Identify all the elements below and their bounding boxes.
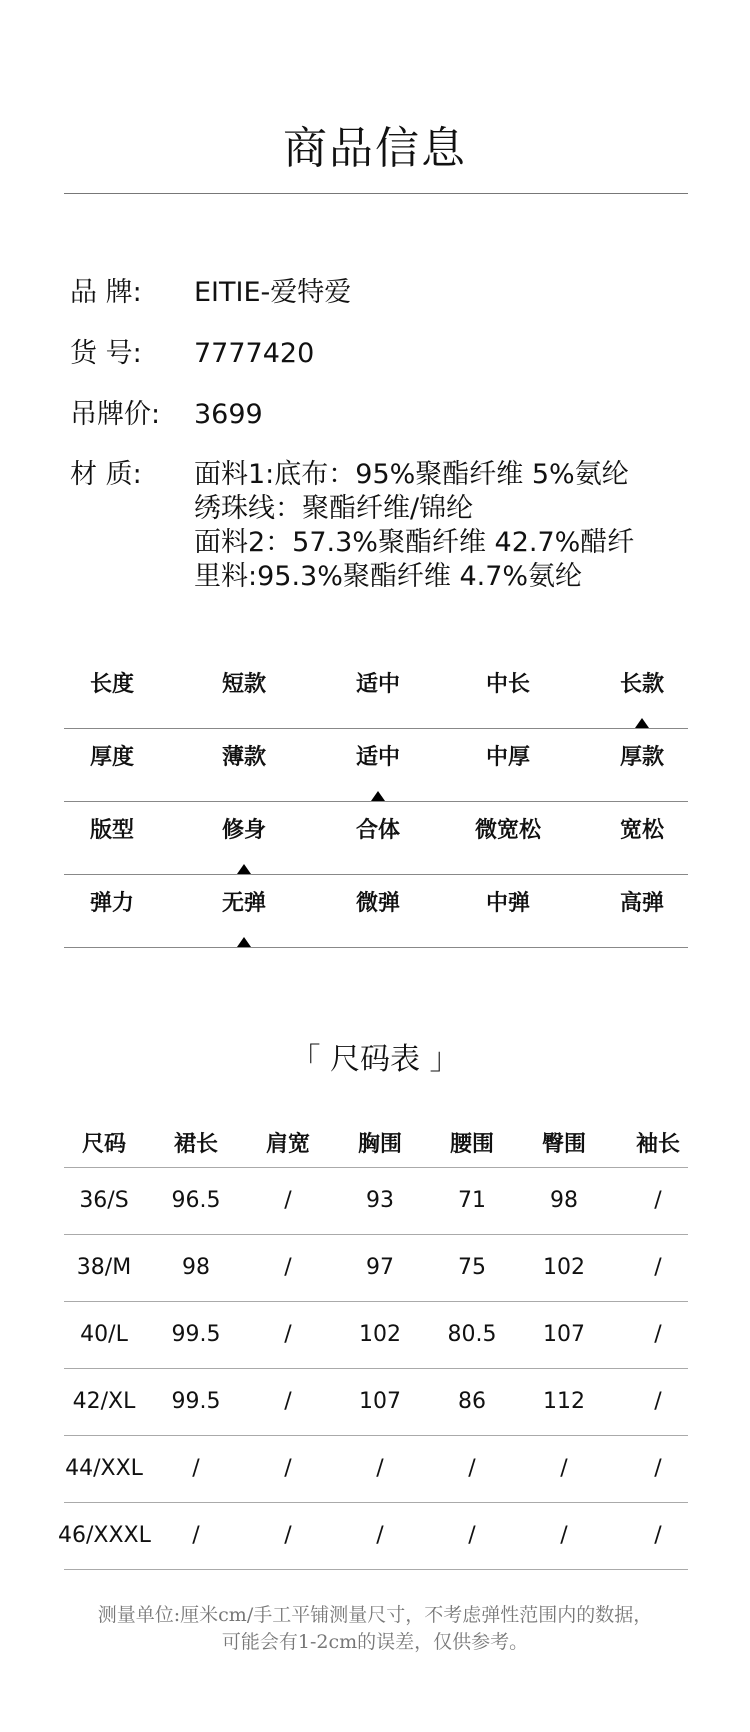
- brand-label: 品 牌:: [70, 277, 142, 308]
- material-line: 面料2：57.3%聚酯纤维 42.7%醋纤: [194, 527, 635, 558]
- price-label: 吊牌价:: [70, 399, 161, 430]
- table-cell: 98: [182, 1255, 210, 1280]
- table-cell: 80.5: [447, 1322, 497, 1347]
- table-cell: 40/L: [80, 1322, 128, 1347]
- table-cell: 112: [543, 1389, 585, 1414]
- table-row: [64, 1302, 688, 1369]
- table-cell: 44/XXL: [65, 1456, 143, 1481]
- table-cell: /: [284, 1456, 292, 1481]
- attribute-option: 适中: [355, 745, 400, 770]
- material-label: 材 质:: [70, 459, 142, 490]
- table-cell: 107: [543, 1322, 585, 1347]
- attribute-row: [64, 729, 688, 802]
- selected-marker-icon: [371, 791, 385, 801]
- column-header: 尺码: [81, 1132, 126, 1157]
- table-cell: /: [654, 1456, 662, 1481]
- table-cell: 97: [366, 1255, 394, 1280]
- attribute-option: 无弹: [221, 891, 266, 916]
- attribute-option: 宽松: [619, 818, 664, 843]
- attribute-option: 高弹: [619, 891, 664, 916]
- selected-marker-icon: [237, 937, 251, 947]
- table-cell: 102: [543, 1255, 585, 1280]
- table-cell: /: [468, 1523, 476, 1548]
- table-cell: /: [468, 1456, 476, 1481]
- table-cell: /: [654, 1188, 662, 1213]
- table-cell: /: [376, 1523, 384, 1548]
- row-divider: [64, 947, 688, 948]
- attribute-option: 长款: [619, 672, 664, 697]
- table-cell: /: [560, 1456, 568, 1481]
- column-header: 腰围: [449, 1132, 494, 1157]
- attribute-row: [64, 875, 688, 948]
- size-chart-title: 「 尺码表 」: [290, 1042, 460, 1077]
- selected-marker-icon: [237, 864, 251, 874]
- price-value: 3699: [194, 399, 263, 430]
- column-header: 胸围: [357, 1132, 402, 1157]
- brand-value: EITIE-爱特爱: [194, 277, 352, 308]
- material-line: 里料:95.3%聚酯纤维 4.7%氨纶: [194, 561, 583, 592]
- table-cell: 96.5: [171, 1188, 221, 1213]
- table-cell: /: [654, 1389, 662, 1414]
- table-cell: /: [192, 1523, 200, 1548]
- table-cell: /: [654, 1255, 662, 1280]
- table-cell: 102: [359, 1322, 401, 1347]
- column-header: 臀围: [541, 1132, 586, 1157]
- table-cell: /: [284, 1389, 292, 1414]
- column-header: 肩宽: [265, 1132, 310, 1157]
- attribute-option: 薄款: [221, 745, 266, 770]
- page-title: 商品信息: [283, 123, 467, 174]
- table-cell: /: [654, 1523, 662, 1548]
- row-divider: [64, 1569, 688, 1570]
- table-cell: /: [560, 1523, 568, 1548]
- size-table-header: [64, 1120, 688, 1168]
- table-cell: 71: [458, 1188, 486, 1213]
- table-cell: 86: [458, 1389, 486, 1414]
- attribute-name: 弹力: [89, 891, 134, 916]
- attribute-option: 短款: [221, 672, 266, 697]
- table-cell: /: [284, 1523, 292, 1548]
- material-line: 绣珠线：聚酯纤维/锦纶: [194, 493, 474, 524]
- title-divider: [64, 193, 688, 194]
- table-cell: 36/S: [79, 1188, 129, 1213]
- selected-marker-icon: [635, 718, 649, 728]
- table-row: [58, 1503, 688, 1570]
- attribute-option: 厚款: [619, 745, 664, 770]
- table-cell: 99.5: [171, 1389, 221, 1414]
- attribute-name: 长度: [89, 672, 134, 697]
- material-line: 面料1:底布：95%聚酯纤维 5%氨纶: [194, 459, 629, 490]
- attribute-option: 中厚: [485, 745, 530, 770]
- measurement-note-line: 测量单位:厘米cm/手工平铺测量尺寸，不考虑弹性范围内的数据，: [97, 1604, 653, 1626]
- table-cell: 98: [550, 1188, 578, 1213]
- column-header: 袖长: [635, 1132, 680, 1157]
- attribute-row: [64, 656, 688, 729]
- table-row: [64, 1168, 688, 1235]
- table-cell: 107: [359, 1389, 401, 1414]
- attribute-option: 微宽松: [474, 818, 541, 843]
- table-cell: 46/XXXL: [58, 1523, 151, 1548]
- table-cell: /: [284, 1188, 292, 1213]
- attribute-option: 适中: [355, 672, 400, 697]
- sku-label: 货 号:: [70, 338, 142, 369]
- table-cell: /: [376, 1456, 384, 1481]
- table-cell: /: [284, 1255, 292, 1280]
- table-cell: 75: [458, 1255, 486, 1280]
- measurement-note-line: 可能会有1-2cm的误差，仅供参考。: [221, 1631, 529, 1653]
- material-value: [194, 458, 634, 594]
- column-header: 裙长: [173, 1132, 218, 1157]
- table-cell: 38/M: [76, 1255, 132, 1280]
- attribute-name: 版型: [89, 818, 134, 843]
- table-cell: 93: [366, 1188, 394, 1213]
- attribute-option: 合体: [355, 818, 400, 843]
- sku-value: 7777420: [194, 338, 315, 369]
- attribute-option: 中弹: [485, 891, 530, 916]
- table-cell: /: [654, 1322, 662, 1347]
- table-cell: 42/XL: [72, 1389, 136, 1414]
- table-row: [64, 1235, 688, 1302]
- attribute-option: 中长: [485, 672, 530, 697]
- table-row: [64, 1369, 688, 1436]
- attribute-name: 厚度: [89, 745, 134, 770]
- attribute-option: 修身: [221, 818, 266, 843]
- table-cell: 99.5: [171, 1322, 221, 1347]
- attribute-option: 微弹: [355, 891, 400, 916]
- table-row: [64, 1436, 688, 1503]
- attribute-row: [64, 802, 688, 875]
- table-cell: /: [192, 1456, 200, 1481]
- table-cell: /: [284, 1322, 292, 1347]
